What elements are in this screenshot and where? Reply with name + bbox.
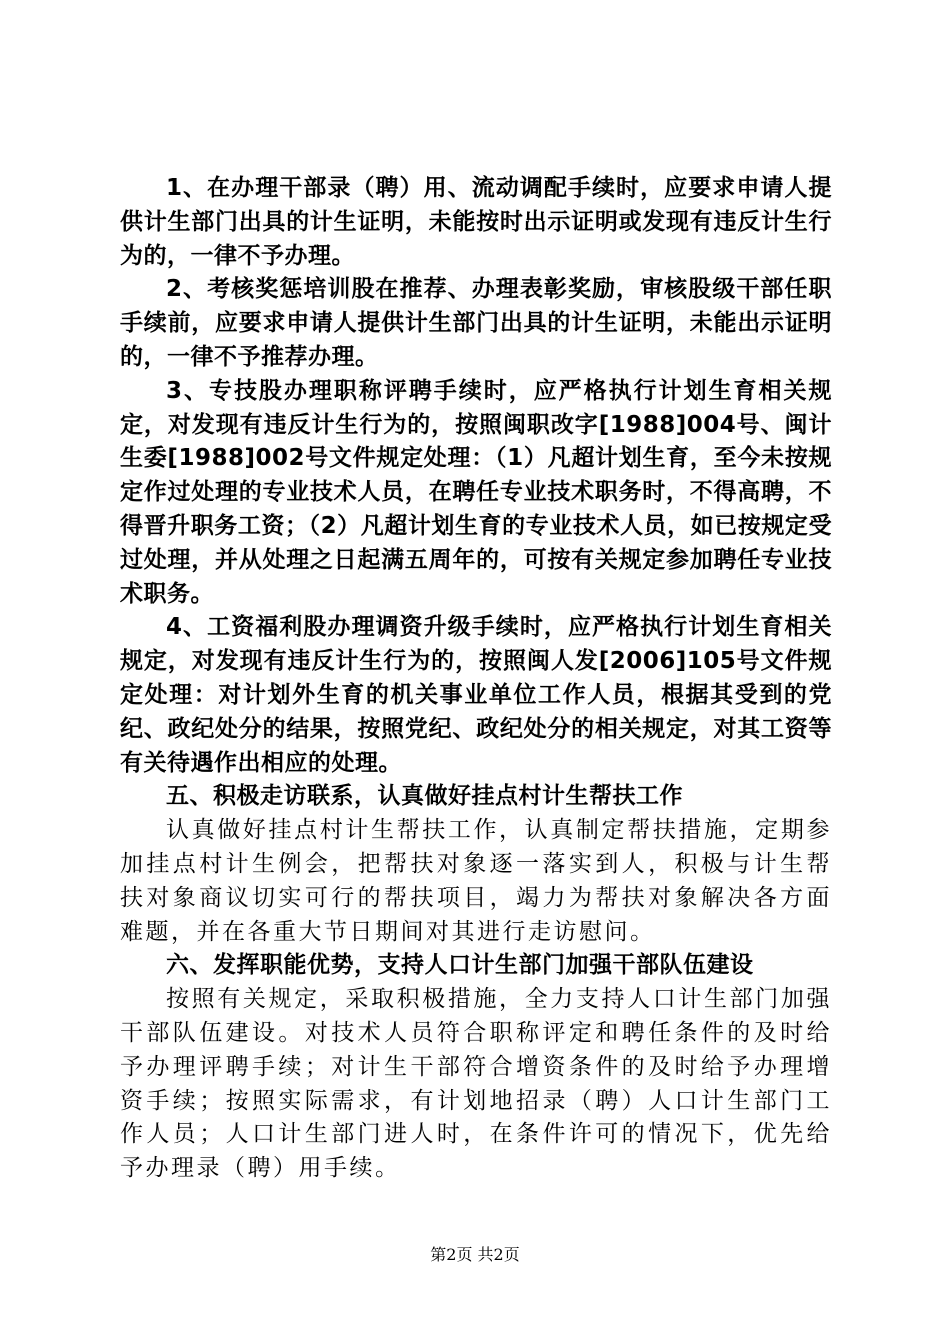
paragraph-item-2: 2、考核奖惩培训股在推荐、办理表彰奖励，审核股级干部任职手续前，应要求申请人提供计生部门出具的计生证明，未能出示证明的，一律不予推荐办理。 <box>120 276 832 370</box>
document-body <box>120 172 832 1186</box>
section-heading-6: 六、发挥职能优势，支持人口计生部门加强干部队伍建设 <box>166 952 754 979</box>
section-body-5: 认真做好挂点村计生帮扶工作，认真制定帮扶措施，定期参加挂点村计生例会，把帮扶对象逐一落实到人，积极与计生帮扶对象商议切实可行的帮扶项目，竭力为帮扶对象解决各方面难题，并在各重大节日期间对其进行走访慰问。 <box>120 817 832 945</box>
paragraph-item-3: 3、专技股办理职称评聘手续时，应严格执行计划生育相关规定，对发现有违反计生行为的，按照闽职改字[1988]004号、闽计生委[1988]002号文件规定处理：（1）凡超计划生育，至今未按规定作过处理的专业技术人员，在聘任专业技术职务时，不得高聘，不得晋升职务工资；（2）凡超计划生育的专业技术人员，如已按规定受过处理，并从处理之日起满五周年的，可按有关规定参加聘任专业技术职务。 <box>120 377 832 607</box>
section-heading-5: 五、积极走访联系，认真做好挂点村计生帮扶工作 <box>166 783 683 810</box>
paragraph-item-1: 1、在办理干部录（聘）用、流动调配手续时，应要求申请人提供计生部门出具的计生证明，未能按时出示证明或发现有违反计生行为的，一律不予办理。 <box>120 175 832 269</box>
section-body-6: 按照有关规定，采取积极措施，全力支持人口计生部门加强干部队伍建设。对技术人员符合职称评定和聘任条件的及时给予办理评聘手续；对计生干部符合增资条件的及时给予办理增资手续；按照实际需求，有计划地招录（聘）人口计生部门工作人员；人口计生部门进人时，在条件许可的情况下，优先给予办理录（聘）用手续。 <box>120 986 832 1182</box>
paragraph-item-4: 4、工资福利股办理调资升级手续时，应严格执行计划生育相关规定，对发现有违反计生行为的，按照闽人发[2006]105号文件规定处理：对计划外生育的机关事业单位工作人员，根据其受到的党纪、政纪处分的结果，按照党纪、政纪处分的相关规定，对其工资等有关待遇作出相应的处理。 <box>120 614 832 776</box>
page-footer: 第2页 共2页 <box>430 1245 520 1264</box>
